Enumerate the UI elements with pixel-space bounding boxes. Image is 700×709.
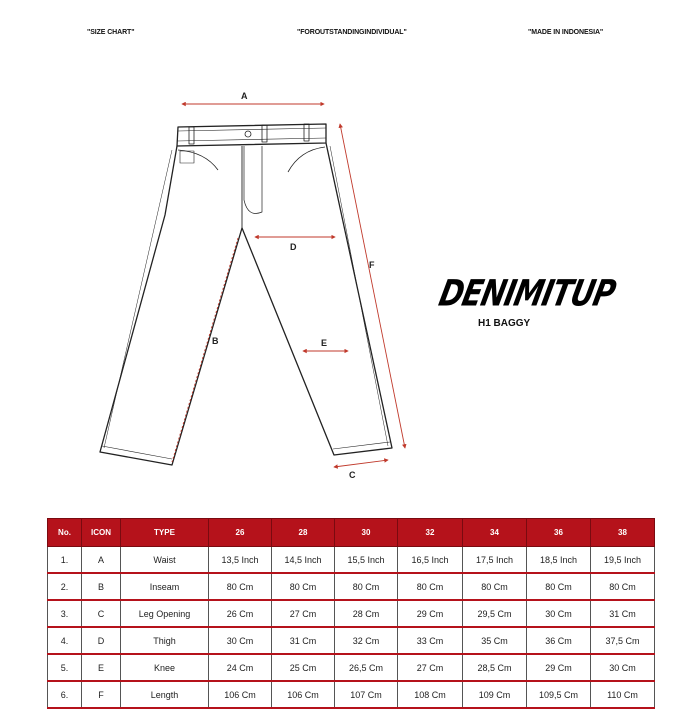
table-cell: 109,5 Cm [527,681,591,708]
table-cell: 33 Cm [398,627,463,654]
table-cell: 35 Cm [463,627,527,654]
table-cell: 30 Cm [209,627,272,654]
table-cell: 109 Cm [463,681,527,708]
table-cell: 6. [48,681,82,708]
header-size-38: 38 [591,519,655,547]
table-cell: 80 Cm [591,573,655,600]
header-size-36: 36 [527,519,591,547]
brand-block [435,271,619,329]
table-cell: 27 Cm [398,654,463,681]
table-cell: Inseam [121,573,209,600]
table-cell: 15,5 Inch [335,547,398,574]
table-header-row [48,519,655,547]
header-size-30: 30 [335,519,398,547]
label-f: F [369,260,375,270]
table-cell: 80 Cm [209,573,272,600]
header-icon: ICON [82,519,121,547]
label-e: E [321,338,328,348]
table-cell: 18,5 Inch [527,547,591,574]
table-cell: 14,5 Inch [272,547,335,574]
label-c: C [349,470,356,480]
table-cell: 36 Cm [527,627,591,654]
table-cell: 110 Cm [591,681,655,708]
table-cell: 28,5 Cm [463,654,527,681]
origin-label: "MADE IN INDONESIA" [528,29,604,36]
header-size-26: 26 [209,519,272,547]
table-cell: 3. [48,600,82,627]
size-table [47,518,655,709]
table-cell: 2. [48,573,82,600]
label-d: D [290,242,297,252]
table-row [48,573,655,600]
table-cell: 1. [48,547,82,574]
table-cell: 80 Cm [272,573,335,600]
header-size-34: 34 [463,519,527,547]
table-cell: Waist [121,547,209,574]
table-cell: 30 Cm [591,654,655,681]
table-cell: 80 Cm [527,573,591,600]
header-no: No. [48,519,82,547]
table-cell: 5. [48,654,82,681]
table-cell: E [82,654,121,681]
table-row [48,600,655,627]
size-chart-label: "SIZE CHART" [87,29,135,36]
table-cell: 28 Cm [335,600,398,627]
table-row [48,627,655,654]
table-cell: B [82,573,121,600]
model-name: H1 BAGGY [478,318,531,329]
table-cell: Thigh [121,627,209,654]
table-cell: 29 Cm [398,600,463,627]
label-b: B [212,336,219,346]
pants-outline [100,124,392,465]
table-cell: 25 Cm [272,654,335,681]
header-type: TYPE [121,519,209,547]
table-cell: 31 Cm [591,600,655,627]
table-cell: 19,5 Inch [591,547,655,574]
table-cell: 106 Cm [209,681,272,708]
table-row [48,547,655,574]
table-cell: 16,5 Inch [398,547,463,574]
table-cell: Length [121,681,209,708]
table-cell: A [82,547,121,574]
table-cell: 29,5 Cm [463,600,527,627]
brand-logo: DENIMITUP [435,271,619,315]
table-cell: 4. [48,627,82,654]
table-cell: 26 Cm [209,600,272,627]
table-cell: 80 Cm [335,573,398,600]
table-row [48,681,655,708]
table-cell: 106 Cm [272,681,335,708]
table-cell: 30 Cm [527,600,591,627]
table-cell: 108 Cm [398,681,463,708]
table-cell: F [82,681,121,708]
table-cell: 29 Cm [527,654,591,681]
table-cell: 13,5 Inch [209,547,272,574]
table-cell: 17,5 Inch [463,547,527,574]
table-cell: 80 Cm [463,573,527,600]
table-cell: 26,5 Cm [335,654,398,681]
table-cell: C [82,600,121,627]
table-cell: 27 Cm [272,600,335,627]
label-a: A [241,91,248,101]
table-cell: 37,5 Cm [591,627,655,654]
table-row [48,654,655,681]
table-cell: Knee [121,654,209,681]
tagline-label: "FOROUTSTANDINGINDIVIDUAL" [297,29,407,36]
table-cell: 32 Cm [335,627,398,654]
table-cell: 107 Cm [335,681,398,708]
header-size-32: 32 [398,519,463,547]
table-cell: D [82,627,121,654]
table-cell: Leg Opening [121,600,209,627]
header-size-28: 28 [272,519,335,547]
table-cell: 24 Cm [209,654,272,681]
table-cell: 80 Cm [398,573,463,600]
table-cell: 31 Cm [272,627,335,654]
